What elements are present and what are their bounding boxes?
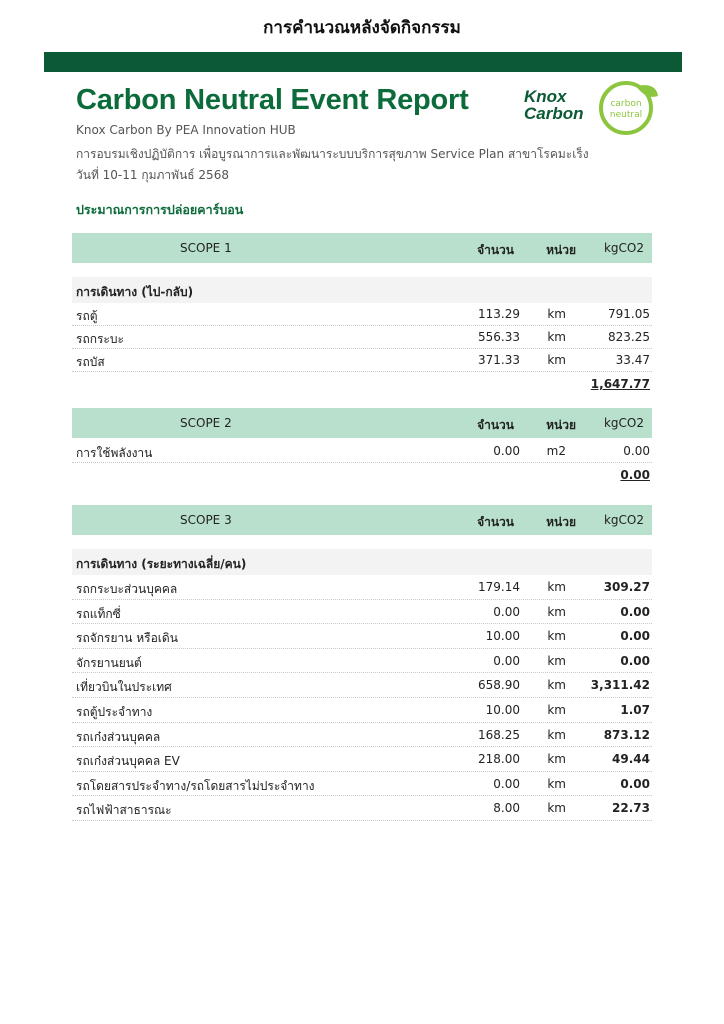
section-title: ประมาณการการปล่อยคาร์บอน — [76, 202, 244, 217]
unit-header: หน่วย — [546, 515, 576, 529]
table-row: รถเก๋งส่วนบุคคล 168.25 km 873.12 — [72, 723, 652, 748]
knox-carbon-logo — [524, 78, 668, 140]
table-row: รถตู้ 113.29 km 791.05 — [72, 303, 652, 326]
header-bar — [44, 52, 682, 72]
table-row: รถจักรยาน หรือเดิน 10.00 km 0.00 — [72, 624, 652, 649]
quantity-header: จำนวน — [477, 243, 514, 257]
table-row: รถบัส 371.33 km 33.47 — [72, 349, 652, 372]
carbon-neutral-badge-icon — [596, 78, 666, 138]
scope3-label: SCOPE 3 — [180, 513, 232, 527]
scope3-category: การเดินทาง (ระยะทางเฉลี่ย/คน) — [72, 549, 652, 575]
scope1-category: การเดินทาง (ไป-กลับ) — [72, 277, 652, 303]
scope3-header — [72, 505, 652, 535]
scope2-table — [72, 408, 652, 487]
scope1-table — [72, 233, 652, 396]
scope3-table — [72, 505, 652, 821]
scope1-total: 1,647.77 — [590, 377, 650, 391]
table-row: การใช้พลังงาน 0.00 m2 0.00 — [72, 440, 652, 463]
svg-text:carbon: carbon — [610, 99, 642, 109]
unit-header: หน่วย — [546, 418, 576, 432]
event-name: การอบรมเชิงปฏิบัติการ เพื่อบูรณาการและพัฒนาระบบบริการสุขภาพ Service Plan สาขาโรคมะเร็ง — [76, 147, 589, 161]
svg-text:neutral: neutral — [609, 110, 643, 120]
scope1-header — [72, 233, 652, 263]
scope2-label: SCOPE 2 — [180, 416, 232, 430]
kgco2-header: kgCO2 — [603, 241, 644, 255]
kgco2-header: kgCO2 — [603, 513, 644, 527]
scope1-label: SCOPE 1 — [180, 241, 232, 255]
table-row: รถแท็กซี่ 0.00 km 0.00 — [72, 600, 652, 625]
page-title: การคำนวณหลังจัดกิจกรรม — [263, 18, 461, 38]
scope2-header — [72, 408, 652, 438]
table-row: รถเก๋งส่วนบุคคล EV 218.00 km 49.44 — [72, 747, 652, 772]
report-title: Carbon Neutral Event Report — [76, 84, 469, 116]
unit-header: หน่วย — [546, 243, 576, 257]
scope2-total: 0.00 — [620, 468, 650, 482]
kgco2-header: kgCO2 — [603, 416, 644, 430]
table-row: รถกระบะ 556.33 km 823.25 — [72, 326, 652, 349]
event-date: วันที่ 10-11 กุมภาพันธ์ 2568 — [76, 168, 229, 182]
organization-line: Knox Carbon By PEA Innovation HUB — [76, 123, 296, 137]
table-row: รถไฟฟ้าสาธารณะ 8.00 km 22.73 — [72, 796, 652, 821]
table-row: รถโดยสารประจำทาง/รถโดยสารไม่ประจำทาง 0.00 km 0.00 — [72, 772, 652, 797]
logo-wordmark: Knox Carbon — [524, 87, 584, 123]
quantity-header: จำนวน — [477, 515, 514, 529]
table-row: เที่ยวบินในประเทศ 658.90 km 3,311.42 — [72, 673, 652, 698]
table-row: รถตู้ประจำทาง 10.00 km 1.07 — [72, 698, 652, 723]
table-row: รถกระบะส่วนบุคคล 179.14 km 309.27 — [72, 575, 652, 600]
quantity-header: จำนวน — [477, 418, 514, 432]
table-row: จักรยานยนต์ 0.00 km 0.00 — [72, 649, 652, 674]
